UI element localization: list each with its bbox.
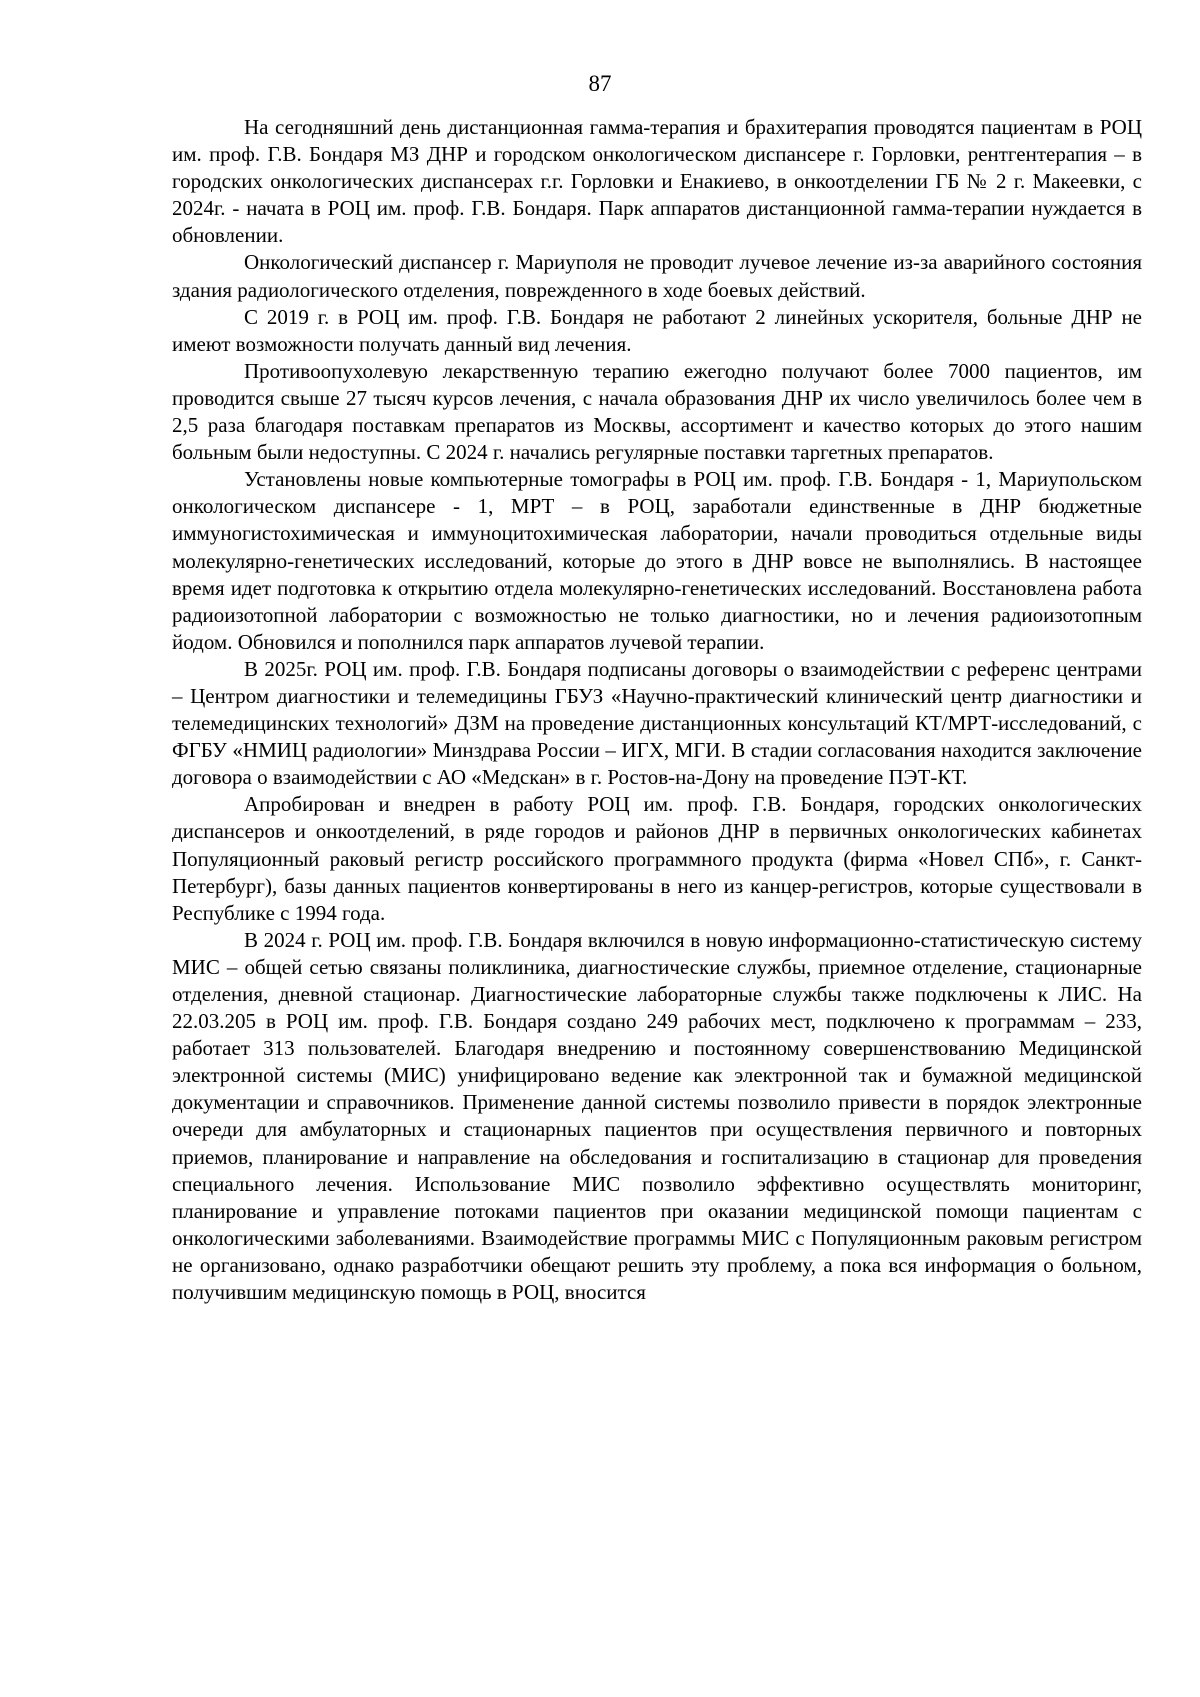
paragraph-linear-accelerators: С 2019 г. в РОЦ им. проф. Г.В. Бондаря не работают 2 линейных ускорителя, больные ДНР не имеют возможности получать данный вид лечения. — [172, 304, 1142, 356]
paragraph-radiotherapy-centers: На сегодняшний день дистанционная гамма-терапия и брахитерапия проводятся пациентам в РОЦ им. проф. Г.В. Бондаря МЗ ДНР и городском онкологическом диспансере г. Горловки, рентгентерапия – в городских онкологических диспансерах г.г. Горловки и Енакиево, в онкоотделении ГБ № 2 г. Макеевки, с 2024г. - начата в РОЦ им. проф. Г.В. Бондаря. Парк аппаратов дистанционной гамма-терапии нуждается в обновлении. — [172, 115, 1142, 248]
paragraph-cancer-registry: Апробирован и внедрен в работу РОЦ им. проф. Г.В. Бондаря, городских онкологических диспансеров и онкоотделений, в ряде городов и районов ДНР в первичных онкологических кабинетах Популяционный раковый регистр российского программного продукта (фирма «Новел СПб», г. Санкт-Петербург), базы данных пациентов конвертированы в него из канцер-регистров, которые существовали в Республике с 1994 года. — [172, 792, 1142, 925]
paragraph-new-equipment: Установлены новые компьютерные томографы в РОЦ им. проф. Г.В. Бондаря - 1, Мариупольском онкологическом диспансере - 1, МРТ – в РОЦ, заработали единственные в ДНР бюджетные иммуногистохимическая и иммуноцитохимическая лаборатории, начали проводиться отдельные виды молекулярно-генетических исследований, которые до этого в ДНР вовсе не выполнялись. В настоящее время идет подготовка к открытию отдела молекулярно-генетических исследований. Восстановлена работа радиоизотопной лаборатории с возможностью не только диагностики, но и лечения радиоизотопным йодом. Обновился и пополнился парк аппаратов лучевой терапии. — [172, 467, 1142, 654]
paragraph-reference-centers: В 2025г. РОЦ им. проф. Г.В. Бондаря подписаны договоры о взаимодействии с референс центрами – Центром диагностики и телемедицины ГБУЗ «Научно-практический клинический центр диагностики и телемедицинских технологий» ДЗМ на проведение дистанционных консультаций КТ/МРТ-исследований, с ФГБУ «НМИЦ радиологии» Минздрава России – ИГХ, МГИ. В стадии согласования находится заключение договора о взаимодействии с АО «Медскан» в г. Ростов-на-Дону на проведение ПЭТ-КТ. — [172, 656, 1142, 790]
paragraph-mis-system: В 2024 г. РОЦ им. проф. Г.В. Бондаря включился в новую информационно-статистическую систему МИС – общей сетью связаны поликлиника, диагностические службы, приемное отделение, стационарные отделения, дневной стационар. Диагностические лабораторные службы также подключены к ЛИС. На 22.03.205 в РОЦ им. проф. Г.В. Бондаря создано 249 рабочих мест, подключено к программам – 233, работает 313 пользователей. Благодаря внедрению и постоянному совершенствованию Медицинской электронной системы (МИС) унифицировано ведение как электронной так и бумажной медицинской документации и справочников. Применение данной системы позволило привести в порядок электронные очереди для амбулаторных и стационарных пациентов при осуществления первичного и повторных приемов, планирование и направление на обследования и госпитализацию в стационар для проведения специального лечения. Использование МИС позволило эффективно осуществлять мониторинг, планирование и управление потоками пациентов при оказании медицинской помощи пациентам с онкологическими заболеваниями. Взаимодействие программы МИС с Популяционным раковым регистром не организовано, однако разработчики обещают решить эту проблему, а пока вся информация о больном, получившим медицинскую помощь в РОЦ, вносится — [172, 927, 1142, 1305]
paragraph-drug-therapy: Противоопухолевую лекарственную терапию ежегодно получают более 7000 пациентов, им проводится свыше 27 тысяч курсов лечения, с начала образования ДНР их число увеличилось более чем в 2,5 раза благодаря поставкам препаратов из Москвы, ассортимент и качество которых до этого нашим больным были недоступны. С 2024 г. начались регулярные поставки таргетных препаратов. — [172, 358, 1142, 465]
body-text — [172, 114, 1142, 1306]
paragraph-mariupol-dispensary: Онкологический диспансер г. Мариуполя не проводит лучевое лечение из-за аварийного состояния здания радиологического отделения, поврежденного в ходе боевых действий. — [172, 250, 1142, 302]
page-number: 87 — [588, 71, 612, 96]
